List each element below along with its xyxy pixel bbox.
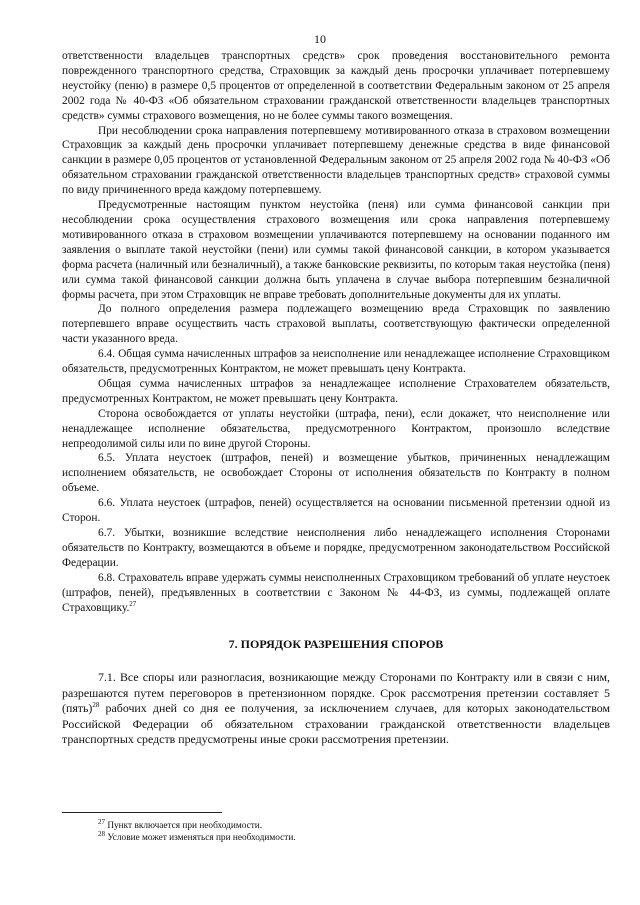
paragraph-6-8 [62, 571, 610, 616]
footnote-number: 28 [98, 829, 105, 838]
document-body [62, 49, 610, 747]
footnote-number: 27 [98, 817, 105, 826]
paragraph-7-1 [62, 670, 610, 747]
footnote-ref-28[interactable]: 28 [92, 701, 100, 710]
footnote-ref-27[interactable]: 27 [129, 599, 137, 608]
paragraph: При несоблюдении срока направления потерпевшему мотивированного отказа в страховом возмещении Страховщик за каждый день просрочки уплачивает потерпевшему денежные средства в виде финансовой санкции в размере 0,05 процентов от установленной Федеральным законом от 25 апреля 2002 года № 40-ФЗ «Об обязательном страховании гражданской ответственности владельцев транспортных средств» страховой суммы по виду причиненного вреда каждому потерпевшему. [62, 124, 610, 197]
footnote-text: Условие может изменяться при необходимости. [105, 833, 296, 843]
footnote-text: Пункт включается при необходимости. [105, 821, 263, 831]
footnote-27 [62, 817, 610, 832]
footnotes [62, 817, 610, 844]
paragraph: До полного определения размера подлежащего возмещению вреда Страховщик по заявлению потерпевшего вправе осуществить часть страховой выплаты, соответствующую фактически определенной части указанного вреда. [62, 303, 610, 346]
page-number: 10 [314, 32, 326, 46]
paragraph-6-5: 6.5. Уплата неустоек (штрафов, пеней) и возмещение убытков, причиненных ненадлежащим исполнением обязательств, не освобождает Стороны от исполнения обязательств по Контракту в полном объеме. [62, 452, 610, 495]
paragraph-6-8-text: 6.8. Страхователь вправе удержать суммы неисполненных Страховщиком требований об уплате неустоек (штрафов, пеней), предъявленных в соответствии с Законом № 44-ФЗ, из суммы, подлежащей оплате Страховщику. [62, 571, 610, 614]
footnote-28 [62, 829, 610, 844]
paragraph: ответственности владельцев транспортных средств» срок проведения восстановительного ремонта поврежденного транспортного средства, Страховщик за каждый день просрочки уплачивает потерпевшему неустойку (пеню) в размере 0,5 процентов от определенной в соответствии Федеральным законом от 25 апреля 2002 года № 40-ФЗ «Об обязательном страховании гражданской ответственности владельцев транспортных средств» суммы страхового возмещения, но не более суммы такого возмещения. [62, 50, 610, 122]
section-heading: 7. ПОРЯДОК РАЗРЕШЕНИЯ СПОРОВ [228, 637, 444, 652]
paragraph-7-1-part2: рабочих дней со дня ее получения, за исключением случаев, для которых законодательством Российской Федерации об обязательном страховании гражданской ответственности владельцев транспортных средств предусмотрены иные сроки рассмотрения претензии. [62, 701, 610, 746]
paragraph: Сторона освобождается от уплаты неустойки (штрафа, пени), если докажет, что неисполнение или ненадлежащее исполнение обязательства, предусмотренного Контрактом, произошло вследствие непреодолимой силы или по вине другой Стороны. [62, 407, 610, 450]
paragraph: Общая сумма начисленных штрафов за ненадлежащее исполнение Страхователем обязательств, предусмотренных Контрактом, не может превышать цену Контракта. [62, 377, 610, 405]
paragraph-6-6: 6.6. Уплата неустоек (штрафов, пеней) осуществляется на основании письменной претензии одной из Сторон. [62, 497, 610, 525]
paragraph-6-4: 6.4. Общая сумма начисленных штрафов за неисполнение или ненадлежащее исполнение Страховщиком обязательств, предусмотренных Контрактом, не может превышать цену Контракта. [62, 348, 610, 376]
paragraph-6-7: 6.7. Убытки, возникшие вследствие неисполнения либо ненадлежащего исполнения Сторонами обязательств по Контракту, возмещаются в объеме и порядке, предусмотренном законодательством Российской Федерации. [62, 527, 610, 569]
paragraph-7-1-part1: 7.1. Все споры или разногласия, возникающие между Сторонами по Контракту или в связи с ним, разрешаются путем переговоров в претензионном порядке. Срок рассмотрения претензии составляет 5 (пять) [62, 670, 610, 716]
paragraph: Предусмотренные настоящим пунктом неустойка (пеня) или сумма финансовой санкции при несоблюдении срока осуществления страхового возмещения или срока направления потерпевшему мотивированного отказа в страховом возмещении уплачиваются потерпевшему на основании поданного им заявления о выплате такой неустойки (пени) или суммы такой финансовой санкции, в котором указывается форма расчета (наличный или безналичный), а также банковские реквизиты, по которым такая неустойка (пеня) или сумма такой финансовой санкции должна быть уплачена в случае выбора потерпевшим безналичной формы расчета, при этом Страховщик не вправе требовать дополнительные документы для их уплаты. [62, 199, 610, 301]
footnote-separator [62, 812, 222, 813]
